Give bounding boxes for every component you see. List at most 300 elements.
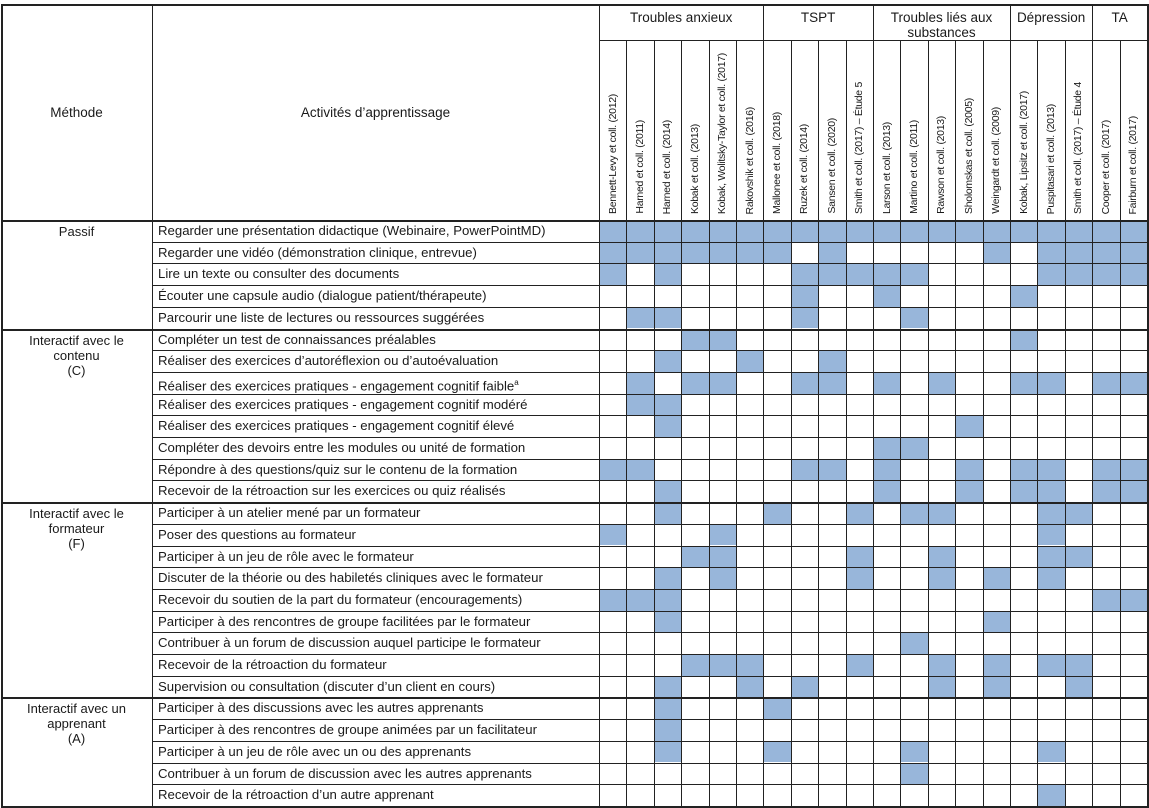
activity-label: Participer à des rencontres de groupe animées par un facilitateur (158, 722, 537, 738)
mark-cell (1037, 372, 1064, 394)
activity-cell (152, 415, 599, 437)
mark-cell (1092, 589, 1119, 611)
study-name: Smith et coll. (2017) – Étude 4 (1072, 82, 1085, 214)
footnote-marker: a (514, 377, 519, 387)
method-label-line: (F) (68, 536, 85, 552)
activity-label: Contribuer à un forum de discussion avec les autres apprenants (158, 765, 532, 781)
grid-line (152, 459, 1147, 460)
mark-cell (654, 611, 681, 633)
mark-cell (873, 480, 900, 502)
activity-label: Répondre à des questions/quiz sur le contenu de la formation (158, 461, 518, 477)
mark-cell (791, 307, 818, 329)
study-name: Weingardt et coll. (2009) (990, 107, 1003, 214)
study-name: Harned et coll. (2011) (634, 120, 647, 214)
mark-cell (1010, 220, 1037, 242)
mark-cell (1120, 459, 1147, 481)
method-header: Méthode (50, 104, 103, 120)
method-cell (1, 502, 152, 697)
mark-cell (873, 220, 900, 242)
mark-cell (1120, 372, 1147, 394)
grid-line (1010, 4, 1011, 806)
grid-line (152, 567, 1147, 568)
mark-cell (818, 263, 845, 285)
group-header: Troubles liés aux substances (890, 10, 993, 40)
method-label-line: Interactif avec le (29, 506, 124, 522)
method-label-line: apprenant (47, 716, 106, 732)
mark-cell (736, 220, 763, 242)
method-label-line: (C) (67, 362, 86, 378)
activity-label: Réaliser des exercices pratiques - engagement cognitif élevé (158, 418, 515, 434)
mark-cell (709, 372, 736, 394)
mark-cell (1065, 263, 1092, 285)
activity-label: Participer à un jeu de rôle avec le formateur (158, 548, 414, 564)
grid-line (152, 546, 1147, 547)
activities-header: Activités d’apprentissage (300, 104, 451, 120)
study-header (736, 40, 763, 220)
grid-line (763, 4, 764, 806)
mark-cell (818, 350, 845, 372)
mark-cell (654, 567, 681, 589)
grid-line (1, 502, 1147, 504)
mark-cell (709, 567, 736, 589)
mark-cell (1037, 567, 1064, 589)
study-header (626, 40, 653, 220)
mark-cell (846, 546, 873, 568)
activity-label: Compléter des devoirs entre les modules ou unité de formation (158, 440, 526, 455)
activity-label: Réaliser des exercices pratiques - engagement cognitif modéré (158, 396, 528, 412)
mark-cell (654, 741, 681, 763)
mark-cell (599, 220, 626, 242)
activity-cell (152, 741, 599, 763)
group-header: Troubles anxieux (630, 10, 733, 25)
mark-cell (626, 372, 653, 394)
mark-cell (654, 350, 681, 372)
activity-cell (152, 263, 599, 285)
grid-line (873, 4, 874, 806)
activity-label: Recevoir du soutien de la part du formateur (encouragements) (158, 591, 523, 607)
mark-cell (1065, 546, 1092, 568)
method-cell (1, 220, 152, 329)
study-header (654, 40, 681, 220)
mark-cell (900, 263, 927, 285)
study-name: Sholomskas et coll. (2005) (962, 98, 975, 214)
study-header (873, 40, 900, 220)
mark-cell (791, 676, 818, 698)
activity-cell (152, 394, 599, 416)
method-label-line: Interactif avec un (27, 701, 126, 717)
mark-cell (900, 307, 927, 329)
grid-line (736, 40, 737, 806)
mark-cell (1010, 285, 1037, 307)
mark-cell (763, 242, 790, 264)
mark-cell (818, 372, 845, 394)
mark-cell (736, 654, 763, 676)
activity-cell (152, 719, 599, 741)
study-name: Puspitasari et coll. (2013) (1045, 103, 1058, 214)
activity-cell (152, 459, 599, 481)
activity-cell (152, 676, 599, 698)
grid-line (152, 676, 1147, 677)
mark-cell (983, 611, 1010, 633)
mark-cell (791, 459, 818, 481)
activity-label: Participer à des discussions avec les autres apprenants (158, 700, 484, 716)
mark-cell (1037, 502, 1064, 524)
activity-cell (152, 763, 599, 785)
mark-cell (1092, 372, 1119, 394)
mark-cell (873, 372, 900, 394)
grid-line (1, 4, 1148, 6)
mark-cell (1037, 459, 1064, 481)
mark-cell (654, 394, 681, 416)
activity-cell (152, 546, 599, 568)
mark-cell (818, 242, 845, 264)
mark-cell (626, 242, 653, 264)
mark-cell (818, 220, 845, 242)
study-name: Kobak et coll. (2013) (688, 123, 701, 214)
activity-cell (152, 329, 599, 351)
grid-line (599, 4, 600, 806)
mark-cell (955, 220, 982, 242)
mark-cell (928, 676, 955, 698)
grid-line (152, 372, 1147, 373)
mark-cell (1092, 459, 1119, 481)
study-header (846, 40, 873, 220)
mark-cell (846, 263, 873, 285)
mark-cell (873, 459, 900, 481)
mark-cell (681, 329, 708, 351)
mark-cell (1065, 220, 1092, 242)
mark-cell (654, 697, 681, 719)
mark-cell (1120, 242, 1147, 264)
activity-label: Parcourir une liste de lectures ou ressources suggérées (158, 309, 485, 325)
mark-cell (1037, 263, 1064, 285)
grid-line (1, 220, 1148, 222)
mark-cell (709, 329, 736, 351)
mark-cell (1037, 654, 1064, 676)
activity-label: Lire un texte ou consulter des documents (158, 266, 400, 282)
grid-line (955, 40, 956, 806)
grid-line (152, 394, 1147, 395)
mark-cell (599, 242, 626, 264)
grid-line (152, 741, 1147, 742)
method-label-line: formateur (48, 521, 105, 537)
activity-label: Supervision ou consultation (discuter d’un client en cours) (158, 678, 496, 694)
mark-cell (654, 589, 681, 611)
mark-cell (681, 546, 708, 568)
mark-cell (873, 263, 900, 285)
activity-cell (152, 502, 599, 524)
activity-cell (152, 589, 599, 611)
mark-cell (983, 676, 1010, 698)
grid-line (152, 524, 1147, 525)
mark-cell (736, 676, 763, 698)
grid-line (1, 697, 1147, 699)
study-name: Kobak, Wolitsky-Taylor et coll. (2017) (716, 52, 729, 214)
activity-label: Contribuer à un forum de discussion auquel participe le formateur (158, 635, 541, 651)
grid-line (983, 40, 984, 806)
activity-label: Recevoir de la rétroaction d’un autre apprenant (158, 787, 434, 803)
grid-line (626, 40, 627, 806)
activity-label: Discuter de la théorie ou des habiletés cliniques avec le formateur (158, 570, 543, 586)
study-name: Martino et coll. (2011) (908, 120, 921, 214)
mark-cell (928, 546, 955, 568)
activity-cell (152, 285, 599, 307)
mark-cell (983, 220, 1010, 242)
mark-cell (763, 220, 790, 242)
mark-cell (983, 242, 1010, 264)
study-header (900, 40, 927, 220)
mark-cell (654, 719, 681, 741)
study-name: Kobak, Lipsitz et coll. (2017) (1017, 91, 1030, 214)
mark-cell (681, 242, 708, 264)
activity-cell (152, 784, 599, 806)
mark-cell (654, 220, 681, 242)
mark-cell (1037, 741, 1064, 763)
mark-cell (873, 437, 900, 459)
method-cell (1, 697, 152, 806)
mark-cell (900, 632, 927, 654)
mark-cell (955, 480, 982, 502)
study-header (1092, 40, 1119, 220)
mark-cell (983, 654, 1010, 676)
activity-cell (152, 242, 599, 264)
mark-cell (1037, 784, 1064, 806)
study-name: Ruzek et coll. (2014) (798, 124, 811, 214)
activity-label: Écouter une capsule audio (dialogue patient/thérapeute) (158, 288, 487, 304)
grid-line (152, 242, 1147, 243)
activity-cell (152, 220, 599, 242)
mark-cell (626, 220, 653, 242)
mark-cell (626, 307, 653, 329)
activity-label: Réaliser des exercices d’autoréflexion ou d’autoévaluation (158, 353, 499, 369)
study-header (709, 40, 736, 220)
grid-line (791, 40, 792, 806)
study-name: Smith et coll. (2017) – Étude 5 (853, 82, 866, 214)
method-label-line: Interactif avec le (29, 332, 124, 348)
study-header (1037, 40, 1064, 220)
mark-cell (626, 589, 653, 611)
grid-line (152, 263, 1147, 264)
method-label-line: Passif (58, 224, 95, 239)
study-name: Fairburn et coll. (2017) (1127, 115, 1140, 214)
study-name: Bennett-Levy et coll. (2012) (606, 93, 619, 214)
mark-cell (1092, 242, 1119, 264)
mark-cell (873, 285, 900, 307)
study-name: Sansen et coll. (2020) (825, 118, 838, 214)
activity-label: Participer à des rencontres de groupe facilitées par le formateur (158, 613, 531, 629)
mark-cell (654, 242, 681, 264)
mark-cell (1065, 242, 1092, 264)
grid-line (818, 40, 819, 806)
mark-cell (928, 654, 955, 676)
activity-cell (152, 524, 599, 546)
mark-cell (599, 589, 626, 611)
study-header (983, 40, 1010, 220)
mark-cell (709, 654, 736, 676)
grid-line (1092, 4, 1093, 806)
mark-cell (763, 741, 790, 763)
mark-cell (681, 372, 708, 394)
mark-cell (846, 567, 873, 589)
grid-line (152, 350, 1147, 351)
grid-line (152, 285, 1147, 286)
group-header: TA (1111, 10, 1128, 25)
activity-cell (152, 567, 599, 589)
mark-cell (1120, 263, 1147, 285)
group-header: Dépression (1016, 10, 1086, 25)
activity-label: Regarder une vidéo (démonstration clinique, entrevue) (158, 244, 477, 260)
study-header (1120, 40, 1147, 220)
activity-label: Compléter un test de connaissances préalables (158, 331, 436, 347)
mark-cell (955, 415, 982, 437)
method-label-line: (A) (67, 731, 86, 747)
study-header (1065, 40, 1092, 220)
study-header (928, 40, 955, 220)
activity-cell (152, 611, 599, 633)
mark-cell (654, 263, 681, 285)
mark-cell (681, 220, 708, 242)
mark-cell (1065, 654, 1092, 676)
study-name: Rawson et coll. (2013) (935, 116, 948, 214)
mark-cell (709, 546, 736, 568)
mark-cell (846, 654, 873, 676)
activity-cell (152, 437, 599, 459)
grid-line (681, 40, 682, 806)
mark-cell (1037, 242, 1064, 264)
mark-cell (1120, 589, 1147, 611)
mark-cell (846, 220, 873, 242)
grid-line (152, 611, 1147, 612)
mark-cell (900, 220, 927, 242)
mark-cell (1065, 676, 1092, 698)
grid-line (709, 40, 710, 806)
mark-cell (1092, 263, 1119, 285)
mark-cell (654, 307, 681, 329)
grid-line (152, 654, 1147, 655)
study-header (681, 40, 708, 220)
study-header (763, 40, 790, 220)
mark-cell (928, 567, 955, 589)
grid-line (152, 4, 153, 806)
mark-cell (654, 480, 681, 502)
mark-cell (1120, 220, 1147, 242)
mark-cell (791, 220, 818, 242)
mark-cell (736, 242, 763, 264)
activity-label: Recevoir de la rétroaction sur les exercices ou quiz réalisés (158, 483, 506, 499)
mark-cell (709, 242, 736, 264)
mark-cell (928, 372, 955, 394)
mark-cell (791, 263, 818, 285)
mark-cell (709, 220, 736, 242)
study-name: Larson et coll. (2013) (880, 121, 893, 214)
mark-cell (654, 502, 681, 524)
mark-cell (1037, 524, 1064, 546)
mark-cell (900, 741, 927, 763)
grid-line (900, 40, 901, 806)
activity-label: Regarder une présentation didactique (Webinaire, PowerPointMD) (158, 223, 546, 238)
grid-line (928, 40, 929, 806)
mark-cell (681, 654, 708, 676)
mark-cell (599, 459, 626, 481)
mark-cell (599, 524, 626, 546)
mark-cell (955, 459, 982, 481)
group-header: TSPT (800, 10, 836, 25)
activity-cell (152, 372, 599, 394)
grid-line (1120, 40, 1121, 806)
activity-cell (152, 654, 599, 676)
study-name: Mallonee et coll. (2018) (771, 112, 784, 214)
mark-cell (1120, 480, 1147, 502)
study-name: Harned et coll. (2014) (661, 119, 674, 214)
mark-cell (654, 415, 681, 437)
activity-cell (152, 480, 599, 502)
mark-cell (900, 763, 927, 785)
method-label-line: contenu (53, 347, 100, 363)
mark-cell (983, 567, 1010, 589)
mark-cell (928, 502, 955, 524)
activity-cell (152, 632, 599, 654)
grid-line (152, 437, 1147, 438)
mark-cell (599, 263, 626, 285)
grid-line (152, 763, 1147, 764)
activity-label: Participer à un jeu de rôle avec un ou des apprenants (158, 743, 472, 759)
grid-line (152, 307, 1147, 308)
mark-cell (1010, 480, 1037, 502)
mark-cell (736, 350, 763, 372)
activity-cell (152, 350, 599, 372)
grid-line (1, 4, 3, 806)
study-header (955, 40, 982, 220)
grid-line (654, 40, 655, 806)
grid-line (1037, 40, 1038, 806)
study-header (818, 40, 845, 220)
grid-line (152, 415, 1147, 416)
activity-cell (152, 307, 599, 329)
grid-line (152, 784, 1147, 785)
mark-cell (1037, 546, 1064, 568)
activity-label: Recevoir de la rétroaction du formateur (158, 657, 387, 672)
mark-cell (1037, 220, 1064, 242)
study-header (599, 40, 626, 220)
grid-line (152, 480, 1147, 481)
mark-cell (791, 372, 818, 394)
activity-cell (152, 697, 599, 719)
study-name: Rakovshik et coll. (2016) (743, 106, 756, 214)
grid-line (152, 632, 1147, 633)
grid-line (1, 329, 1147, 331)
mark-cell (1037, 480, 1064, 502)
mark-cell (763, 697, 790, 719)
mark-cell (1092, 220, 1119, 242)
grid-line (1065, 40, 1066, 806)
activity-label: Participer à un atelier mené par un formateur (158, 505, 421, 521)
mark-cell (1010, 372, 1037, 394)
mark-cell (846, 502, 873, 524)
grid-line (152, 719, 1147, 720)
study-header (1010, 40, 1037, 220)
mark-cell (1092, 480, 1119, 502)
activity-label: Poser des questions au formateur (158, 526, 356, 542)
study-name: Cooper et coll. (2017) (1099, 119, 1112, 214)
mark-cell (654, 676, 681, 698)
mark-cell (900, 437, 927, 459)
mark-cell (626, 394, 653, 416)
mark-cell (1065, 502, 1092, 524)
study-header (791, 40, 818, 220)
mark-cell (626, 459, 653, 481)
mark-cell (791, 285, 818, 307)
mark-cell (763, 502, 790, 524)
